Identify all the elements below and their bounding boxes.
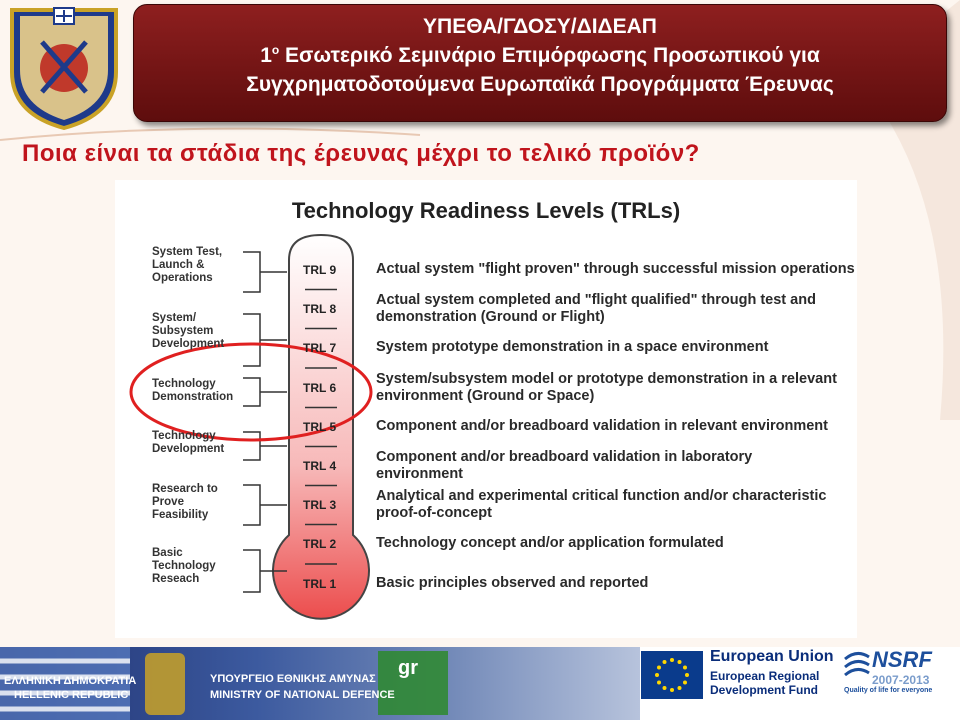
phase-label-line: Development	[152, 443, 225, 455]
eu-star	[685, 673, 689, 677]
footer-strip	[0, 647, 640, 720]
hellenic-republic-gr: ΕΛΛΗΝΙΚΗ ΔΗΜΟΚΡΑΤΙΑ	[4, 675, 137, 687]
eu-title: European Union	[710, 648, 834, 665]
phase-label-line: Feasibility	[152, 509, 209, 521]
trl-level-label: TRL 9	[303, 263, 337, 277]
phase-bracket	[243, 252, 287, 292]
trl-level-label: TRL 3	[303, 498, 337, 512]
trl-description-line: proof-of-concept	[376, 505, 492, 521]
trl-description-line: environment (Ground or Space)	[376, 388, 595, 404]
eu-star	[683, 681, 687, 685]
trl-level-label: TRL 2	[303, 537, 337, 551]
header-line-2: $1^o$ Εσωτερικό Σεμινάριο Επιμόρφωσης Προσωπικού για	[260, 43, 820, 67]
hellenic-republic-en: HELLENIC REPUBLIC	[14, 689, 129, 701]
trl-description-line: Analytical and experimental critical function and/or characteristic	[376, 488, 827, 504]
trl-figure	[115, 180, 857, 638]
phase-label-line: Development	[152, 338, 225, 350]
title-banner	[133, 4, 947, 122]
phase-label-line: Launch &	[152, 259, 205, 271]
nsrf-years: 2007-2013	[872, 673, 930, 687]
trl-description	[376, 339, 768, 356]
header-line-1: ΥΠΕΘΑ/ΓΔΟΣΥ/ΔΙΔΕΑΠ	[423, 15, 657, 38]
nsrf-logo	[844, 647, 933, 694]
phase-label	[152, 246, 222, 285]
eu-star	[670, 658, 674, 662]
trl-description	[376, 292, 816, 326]
trl-description-line: Technology concept and/or application formulated	[376, 535, 724, 551]
eu-star	[678, 660, 682, 664]
trl-description-line: System/subsystem model or prototype demonstration in a relevant	[376, 371, 837, 387]
trl-level-label: TRL 7	[303, 341, 337, 355]
trl-level-label: TRL 4	[303, 459, 337, 473]
phase-label-line: Research to	[152, 483, 218, 495]
figure-title: Technology Readiness Levels (TRLs)	[291, 198, 681, 223]
header-line-3: Συγχρηματοδοτούμενα Ευρωπαϊκά Προγράμματα Έρευνας	[246, 73, 834, 96]
trl-description-line: Actual system "flight proven" through successful mission operations	[376, 261, 855, 277]
trl-level-label: TRL 6	[303, 381, 337, 395]
ministry-name-en: MINISTRY OF NATIONAL DEFENCE	[210, 689, 395, 701]
trl-description	[376, 371, 837, 405]
trl-description-line: demonstration (Ground or Flight)	[376, 309, 605, 325]
eu-star	[657, 681, 661, 685]
eu-flag-icon	[641, 651, 703, 699]
eu-star	[683, 666, 687, 670]
phase-label-line: Prove	[152, 496, 184, 508]
phase-label	[152, 312, 224, 351]
phase-label	[152, 430, 224, 456]
phase-label	[152, 547, 216, 586]
trl-level-label: TRL 5	[303, 420, 337, 434]
trl-description-line: System prototype demonstration in a space environment	[376, 339, 769, 355]
thermometer-graphic	[115, 180, 857, 638]
eu-star	[663, 660, 667, 664]
eu-fund-line2: Development Fund	[710, 683, 819, 697]
trl-description	[376, 261, 855, 278]
phase-label-line: Reseach	[152, 573, 200, 585]
phase-bracket	[243, 432, 287, 460]
phase-label-line: Technology	[152, 378, 216, 390]
nsrf-slogan: Quality of life for everyone	[844, 687, 933, 694]
phase-label	[152, 378, 233, 404]
phase-label-line: Operations	[152, 272, 213, 284]
eu-fund-line1: European Regional	[710, 669, 820, 683]
nsrf-swirl-icon	[843, 649, 871, 685]
phase-bracket	[243, 314, 287, 366]
trl-description	[376, 449, 752, 483]
phase-label	[152, 483, 218, 522]
trl-description-line: environment	[376, 466, 464, 482]
eu-star	[655, 673, 659, 677]
phase-label-line: System Test,	[152, 246, 223, 258]
military-crest-logo	[2, 2, 126, 130]
phase-label-line: System/	[152, 312, 197, 324]
trl-description-line: Component and/or breadboard validation in laboratory	[376, 449, 753, 465]
trl-description	[376, 535, 724, 552]
eu-star	[670, 688, 674, 692]
trl-level-label: TRL 1	[303, 577, 337, 591]
trl-description-line: Actual system completed and "flight qualified" through test and	[376, 292, 816, 308]
eu-star	[678, 686, 682, 690]
eu-star	[657, 666, 661, 670]
trl-description-line: Component and/or breadboard validation in relevant environment	[376, 418, 828, 434]
phase-bracket	[243, 378, 287, 406]
trl-description	[376, 575, 648, 592]
trl-level-label: TRL 8	[303, 302, 337, 316]
ministry-name-gr: ΥΠΟΥΡΓΕΙΟ ΕΘΝΙΚΗΣ ΑΜΥΝΑΣ	[210, 673, 376, 685]
phase-bracket	[243, 485, 287, 525]
slide-question: Ποια είναι τα στάδια της έρευνας μέχρι το τελικό προϊόν?	[22, 140, 700, 167]
trl-description	[376, 488, 826, 522]
trl-description-line: Basic principles observed and reported	[376, 575, 649, 591]
greece-digital-logo: gr	[398, 657, 418, 679]
nsrf-title: NSRF	[872, 647, 932, 672]
phase-label-line: Technology	[152, 560, 216, 572]
footer-banner	[0, 647, 960, 720]
phase-label-line: Basic	[152, 547, 183, 559]
eu-star	[663, 686, 667, 690]
phase-label-line: Subsystem	[152, 325, 214, 337]
phase-label-line: Technology	[152, 430, 216, 442]
phase-label-line: Demonstration	[152, 391, 234, 403]
trl-description	[376, 418, 828, 435]
